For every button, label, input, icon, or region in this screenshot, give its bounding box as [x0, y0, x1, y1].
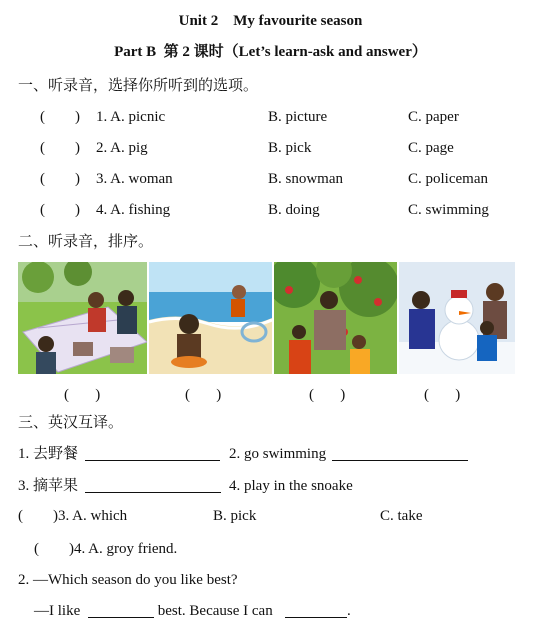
- section2-heading: 二、听录音，排序。: [18, 234, 154, 250]
- answer-blank[interactable]: [332, 446, 468, 461]
- answer-blank[interactable]: [88, 603, 154, 618]
- answer-paren[interactable]: ( ): [40, 202, 80, 218]
- picture-beach: [149, 262, 272, 374]
- option-c: C. policeman: [408, 171, 488, 187]
- order-paren[interactable]: ( ): [185, 387, 222, 403]
- answer-paren[interactable]: ( ): [40, 140, 80, 156]
- answer-paren[interactable]: ( ): [40, 109, 80, 125]
- section1-heading: 一、听录音，选择你所听到的选项。: [18, 78, 259, 94]
- picture-picnic: [18, 262, 147, 374]
- choice-row-a[interactable]: ( )3. A. which: [18, 508, 128, 524]
- translate-item: 1. 去野餐: [18, 446, 79, 462]
- question-2: 2. —Which season do you like best?: [18, 572, 238, 588]
- picture-snowman: [399, 262, 515, 374]
- option-b: B. doing: [268, 202, 320, 218]
- option-b: B. pick: [268, 140, 312, 156]
- lesson-title: Part B 第 2 课时（Let’s learn-ask and answer）: [114, 44, 427, 60]
- answer-2-part1: —I like: [34, 603, 81, 619]
- answer-2-part3: .: [347, 603, 351, 619]
- translate-item: 3. 摘苹果: [18, 478, 79, 494]
- answer-2-part2: best. Because I can: [154, 603, 273, 619]
- option-b: B. picture: [268, 109, 328, 125]
- option-a: 1. A. picnic: [96, 109, 166, 125]
- answer-paren[interactable]: ( ): [40, 171, 80, 187]
- translate-item: 2. go swimming: [229, 446, 327, 462]
- section3-heading: 三、英汉互译。: [18, 415, 124, 431]
- picture-apples: [274, 262, 397, 374]
- option-b: B. snowman: [268, 171, 343, 187]
- option-a: 2. A. pig: [96, 140, 148, 156]
- choice-row-b[interactable]: ( )4. A. groy friend.: [34, 541, 178, 557]
- translate-item: 4. play in the snoake: [229, 478, 353, 494]
- option-c: C. take: [380, 508, 423, 524]
- option-c: C. swimming: [408, 202, 489, 218]
- option-a: 4. A. fishing: [96, 202, 171, 218]
- answer-blank[interactable]: [85, 478, 221, 493]
- answer-blank[interactable]: [85, 446, 220, 461]
- unit-title: Unit 2 My favourite season: [178, 13, 363, 29]
- order-paren[interactable]: ( ): [64, 387, 101, 403]
- option-c: C. paper: [408, 109, 459, 125]
- option-b: B. pick: [213, 508, 257, 524]
- order-paren[interactable]: ( ): [424, 387, 461, 403]
- answer-blank[interactable]: [285, 603, 347, 618]
- order-paren[interactable]: ( ): [309, 387, 346, 403]
- option-a: 3. A. woman: [96, 171, 173, 187]
- option-c: C. page: [408, 140, 454, 156]
